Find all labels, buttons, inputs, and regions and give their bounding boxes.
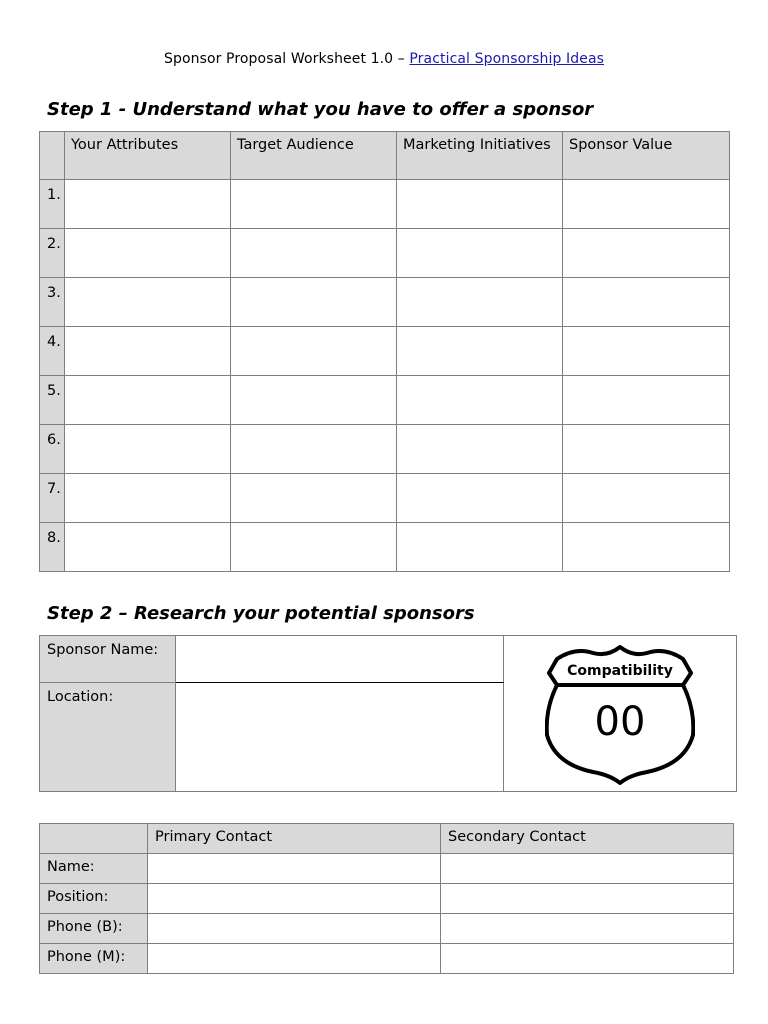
col-secondary-contact: Secondary Contact — [441, 824, 734, 854]
row-number: 4. — [40, 327, 65, 376]
step1-row — [40, 180, 730, 229]
step1-row — [40, 425, 730, 474]
col-target-audience: Target Audience — [231, 132, 397, 180]
secondary-contact-field[interactable] — [441, 944, 734, 974]
document-header — [0, 51, 768, 67]
step1-cell[interactable] — [231, 425, 397, 474]
step1-heading: Step 1 - Understand what you have to offer a sponsor — [47, 99, 594, 120]
step1-cell[interactable] — [397, 425, 563, 474]
step1-cell[interactable] — [65, 425, 231, 474]
step1-cell[interactable] — [231, 278, 397, 327]
step1-cell[interactable] — [563, 523, 730, 572]
compatibility-shield-icon — [545, 639, 695, 785]
step1-cell[interactable] — [231, 180, 397, 229]
contacts-corner-cell — [40, 824, 148, 854]
contact-row-label: Phone (B): — [40, 914, 148, 944]
row-number: 1. — [40, 180, 65, 229]
row-number: 3. — [40, 278, 65, 327]
step1-cell[interactable] — [65, 376, 231, 425]
primary-contact-field[interactable] — [148, 854, 441, 884]
sponsor-name-field[interactable] — [176, 636, 504, 683]
step1-cell[interactable] — [563, 229, 730, 278]
step1-cell[interactable] — [65, 523, 231, 572]
step1-header-row — [40, 132, 730, 180]
row-number: 6. — [40, 425, 65, 474]
step1-cell[interactable] — [397, 523, 563, 572]
step2-heading: Step 2 – Research your potential sponsors — [47, 603, 475, 624]
col-sponsor-value: Sponsor Value — [563, 132, 730, 180]
secondary-contact-field[interactable] — [441, 854, 734, 884]
step1-cell[interactable] — [563, 278, 730, 327]
step1-cell[interactable] — [65, 474, 231, 523]
location-field[interactable] — [176, 683, 504, 792]
contacts-body — [40, 854, 734, 974]
step1-cell[interactable] — [65, 229, 231, 278]
step1-cell[interactable] — [563, 474, 730, 523]
step1-cell[interactable] — [231, 376, 397, 425]
step1-cell[interactable] — [397, 327, 563, 376]
compatibility-score: 00 — [594, 698, 646, 745]
contacts-table — [39, 823, 734, 974]
step1-cell[interactable] — [397, 376, 563, 425]
contact-row-label: Name: — [40, 854, 148, 884]
contact-row — [40, 854, 734, 884]
row-number: 7. — [40, 474, 65, 523]
row-number: 5. — [40, 376, 65, 425]
step1-row — [40, 327, 730, 376]
step1-cell[interactable] — [563, 327, 730, 376]
header-title: Sponsor Proposal Worksheet 1.0 – — [163, 51, 410, 67]
step1-cell[interactable] — [231, 229, 397, 278]
step1-cell[interactable] — [397, 180, 563, 229]
step1-cell[interactable] — [563, 180, 730, 229]
row-number: 2. — [40, 229, 65, 278]
step1-cell[interactable] — [397, 474, 563, 523]
contact-row — [40, 944, 734, 974]
step1-cell[interactable] — [231, 474, 397, 523]
step1-cell[interactable] — [231, 523, 397, 572]
primary-contact-field[interactable] — [148, 944, 441, 974]
col-attributes: Your Attributes — [65, 132, 231, 180]
step1-body — [40, 180, 730, 572]
primary-contact-field[interactable] — [148, 914, 441, 944]
step1-cell[interactable] — [65, 180, 231, 229]
col-primary-contact: Primary Contact — [148, 824, 441, 854]
step1-cell[interactable] — [65, 278, 231, 327]
step1-cell[interactable] — [397, 229, 563, 278]
col-marketing-initiatives: Marketing Initiatives — [397, 132, 563, 180]
compatibility-title: Compatibility — [567, 662, 673, 679]
contact-row — [40, 914, 734, 944]
step1-row — [40, 278, 730, 327]
step1-row — [40, 474, 730, 523]
secondary-contact-field[interactable] — [441, 914, 734, 944]
step1-cell[interactable] — [397, 278, 563, 327]
step1-row — [40, 523, 730, 572]
compatibility-cell — [504, 636, 737, 792]
secondary-contact-field[interactable] — [441, 884, 734, 914]
step1-table — [39, 131, 730, 572]
header-link[interactable]: Practical Sponsorship Ideas — [409, 51, 605, 67]
sponsor-name-label: Sponsor Name: — [40, 636, 176, 683]
step1-cell[interactable] — [563, 425, 730, 474]
corner-cell — [40, 132, 65, 180]
location-label: Location: — [40, 683, 176, 792]
sponsor-info-table — [39, 635, 737, 792]
step1-row — [40, 229, 730, 278]
contact-row-label: Phone (M): — [40, 944, 148, 974]
row-number: 8. — [40, 523, 65, 572]
contact-row-label: Position: — [40, 884, 148, 914]
step1-cell[interactable] — [563, 376, 730, 425]
step1-row — [40, 376, 730, 425]
contact-row — [40, 884, 734, 914]
primary-contact-field[interactable] — [148, 884, 441, 914]
step1-cell[interactable] — [65, 327, 231, 376]
step1-cell[interactable] — [231, 327, 397, 376]
